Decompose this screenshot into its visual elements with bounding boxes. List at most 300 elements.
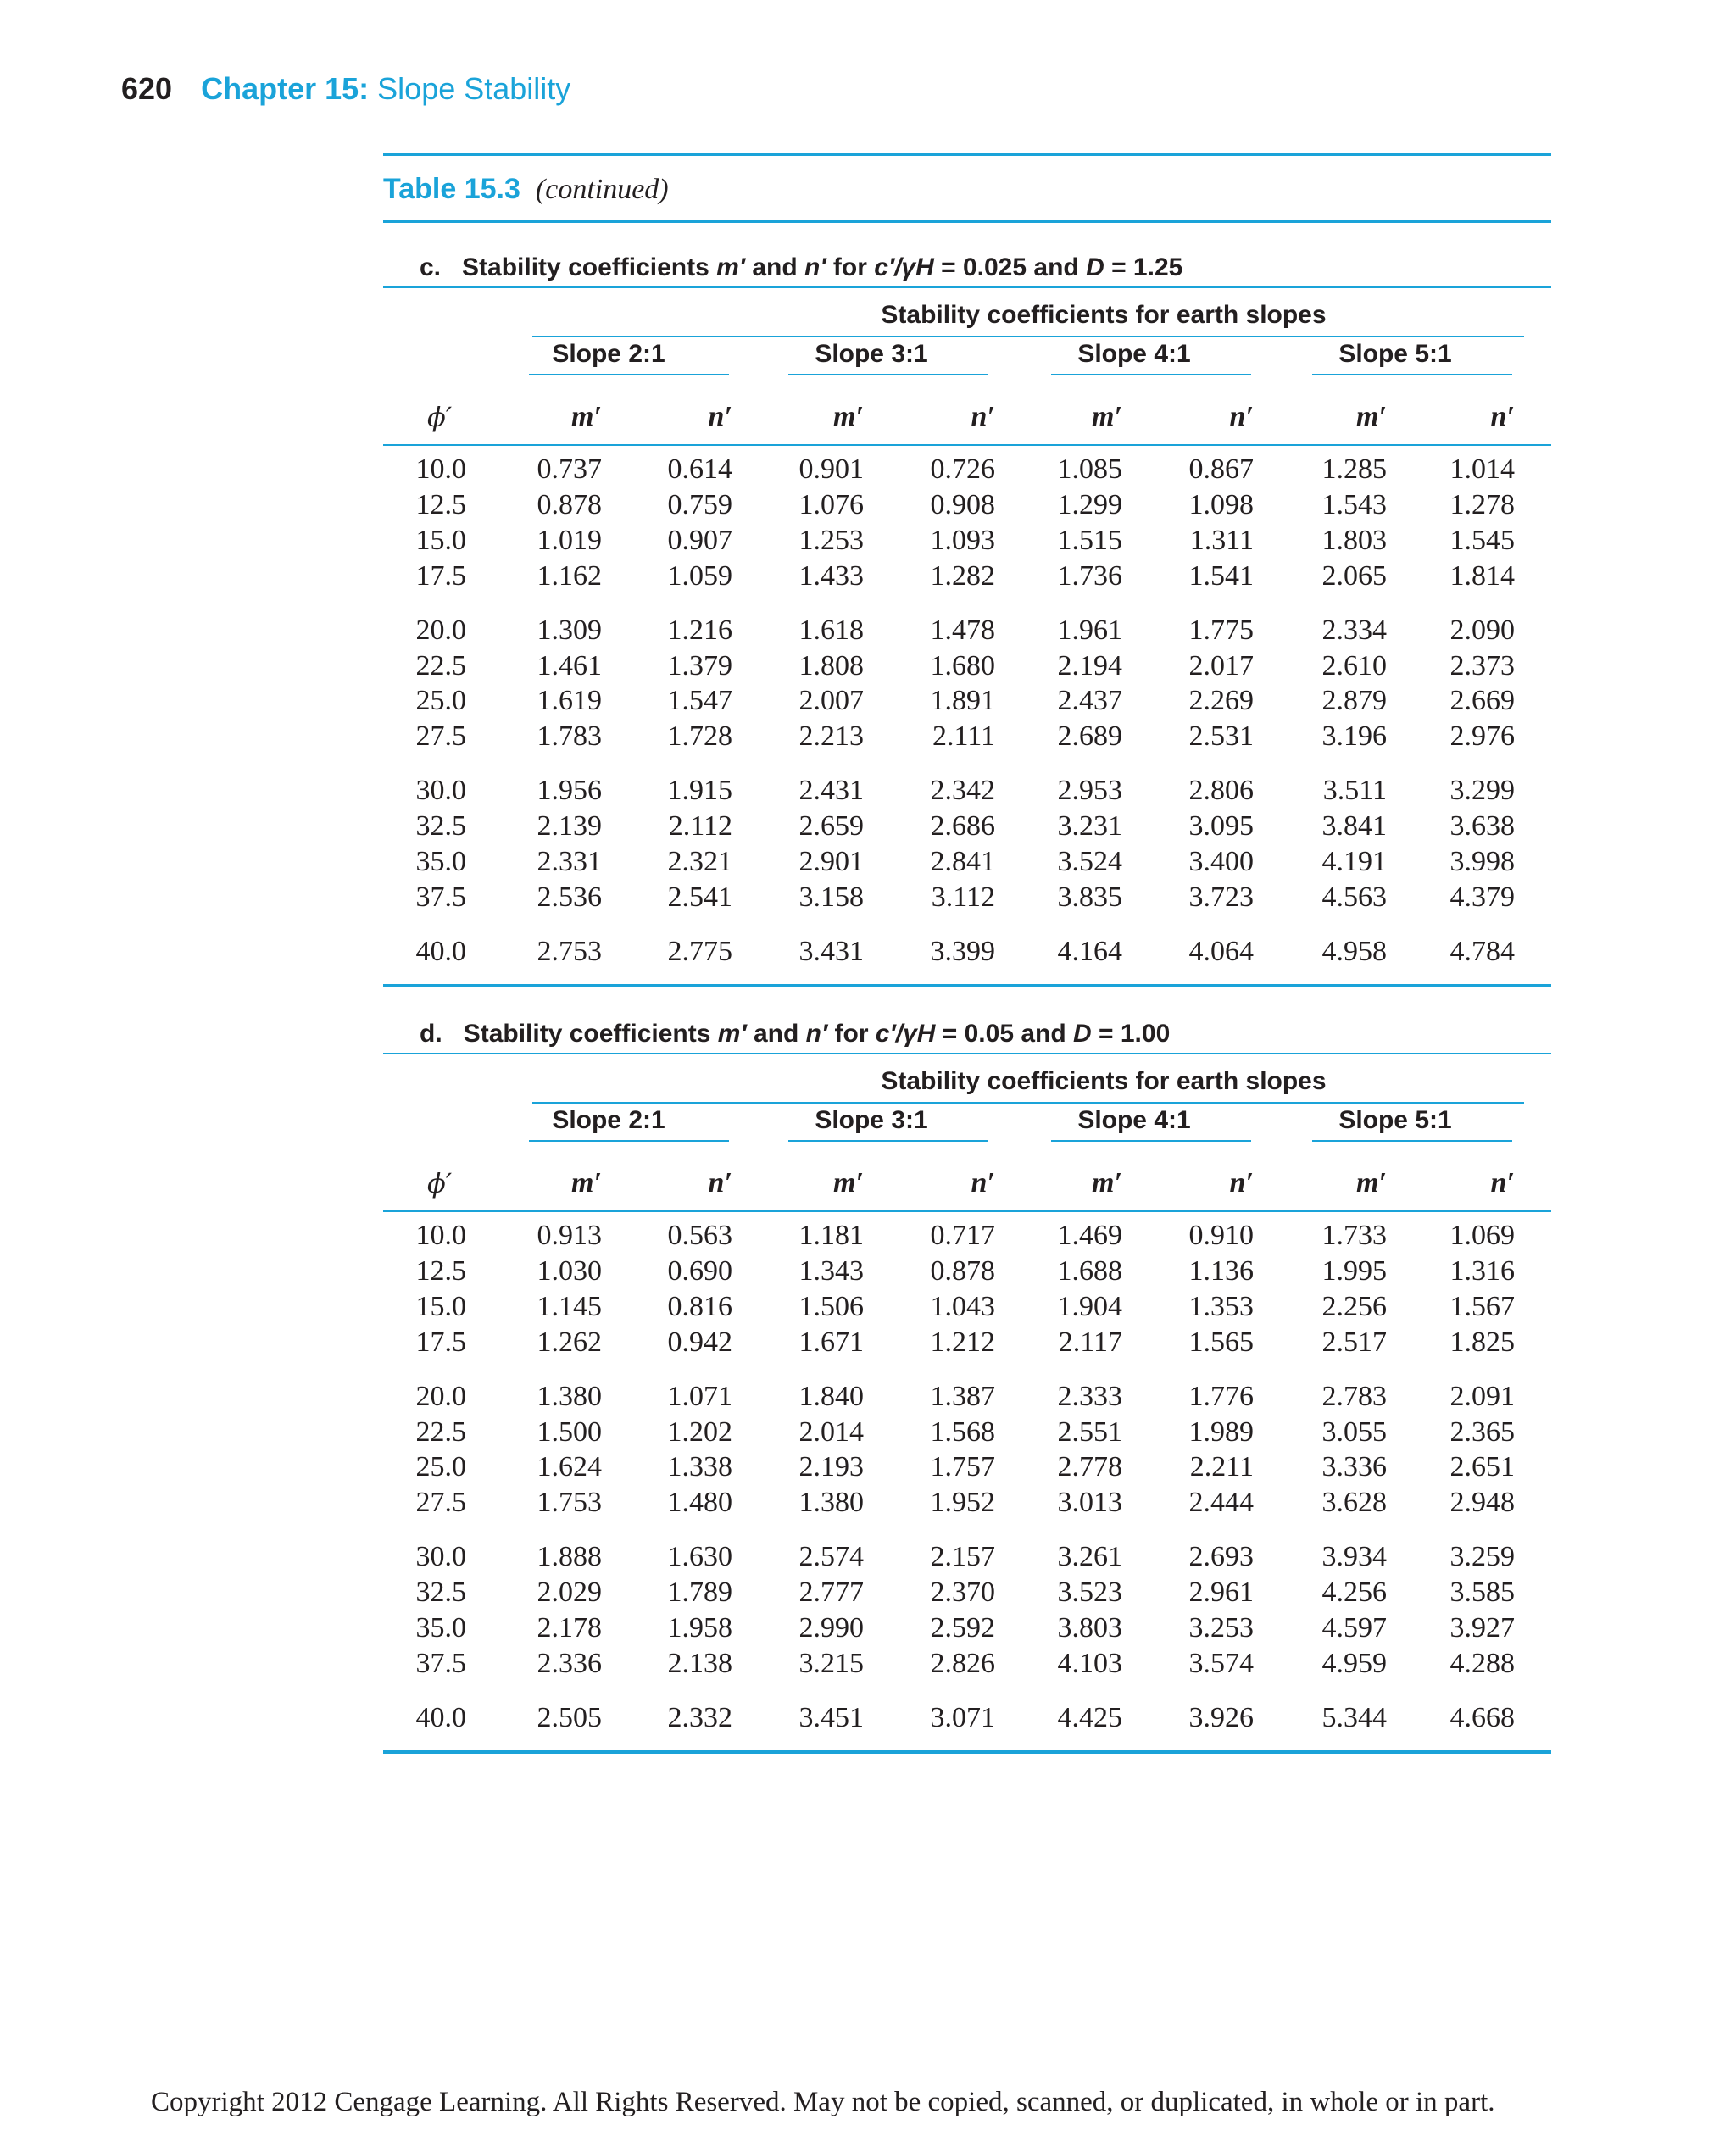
m-value-cell: 2.777: [798, 1577, 864, 1609]
n-value-cell: 1.014: [1449, 453, 1515, 485]
n-value-cell: 2.826: [930, 1647, 995, 1679]
section-d-group-title: Stability coefficients for earth slopes: [881, 1067, 1327, 1095]
m-value-cell: 3.451: [798, 1701, 864, 1733]
m-value-cell: 1.380: [798, 1487, 864, 1519]
m-value-cell: 2.437: [1057, 685, 1122, 717]
n-value-cell: 2.948: [1449, 1487, 1515, 1519]
n-value-cell: 1.814: [1449, 559, 1515, 592]
m-value-cell: 3.261: [1057, 1541, 1122, 1573]
phi-value-cell: 20.0: [415, 1380, 466, 1412]
phi-value-cell: 40.0: [415, 935, 466, 967]
m-value-cell: 1.840: [798, 1380, 864, 1412]
section-d-condition: = 0.05 and: [935, 1020, 1074, 1048]
phi-value-cell: 17.5: [415, 1326, 466, 1358]
n-value-cell: 3.095: [1188, 810, 1254, 843]
n-value-cell: 1.789: [667, 1577, 732, 1609]
n-value-cell: 2.961: [1188, 1577, 1254, 1609]
m-value-cell: 3.835: [1057, 881, 1122, 913]
section-c-m-header-4-1: m′: [1091, 401, 1122, 432]
m-value-cell: 1.030: [537, 1254, 602, 1287]
n-value-cell: 1.353: [1188, 1290, 1254, 1322]
m-value-cell: 1.736: [1057, 559, 1122, 592]
m-value-cell: 4.164: [1057, 935, 1122, 967]
section-c-slope-3-1: Slope 3:1: [815, 340, 928, 368]
m-value-cell: 1.515: [1057, 524, 1122, 556]
m-value-cell: 1.253: [798, 524, 864, 556]
n-value-cell: 1.212: [930, 1326, 995, 1358]
phi-value-cell: 37.5: [415, 881, 466, 913]
n-value-cell: 0.717: [930, 1220, 995, 1251]
caption-bottom-rule: [383, 220, 1551, 223]
phi-value-cell: 15.0: [415, 1290, 466, 1322]
n-value-cell: 1.775: [1188, 614, 1254, 646]
m-value-cell: 1.619: [537, 685, 602, 717]
n-value-cell: 0.759: [667, 488, 732, 520]
n-value-cell: 4.288: [1449, 1647, 1515, 1679]
m-value-cell: 1.500: [537, 1416, 602, 1448]
m-value-cell: 2.334: [1321, 614, 1387, 646]
section-c-group-rule: [532, 336, 1524, 337]
n-value-cell: 1.825: [1449, 1326, 1515, 1358]
n-value-cell: 2.157: [930, 1541, 995, 1573]
m-value-cell: 2.536: [537, 881, 602, 913]
m-value-cell: 0.737: [537, 453, 602, 485]
n-value-cell: 1.776: [1188, 1380, 1254, 1412]
m-value-cell: 2.517: [1321, 1326, 1387, 1358]
m-value-cell: 4.959: [1321, 1647, 1387, 1679]
n-value-cell: 3.585: [1449, 1577, 1515, 1609]
section-c-n-header-3-1: n′: [971, 401, 995, 432]
phi-value-cell: 32.5: [415, 1577, 466, 1609]
m-value-cell: 2.574: [798, 1541, 864, 1573]
n-value-cell: 0.907: [667, 524, 732, 556]
n-value-cell: 2.269: [1188, 685, 1254, 717]
n-value-cell: 3.112: [931, 881, 995, 913]
section-d-n-header-4-1: n′: [1229, 1167, 1254, 1199]
m-value-cell: 1.285: [1321, 453, 1387, 485]
n-value-cell: 1.480: [667, 1487, 732, 1519]
m-value-cell: 2.336: [537, 1647, 602, 1679]
n-value-cell: 2.531: [1188, 720, 1254, 753]
m-value-cell: 3.231: [1057, 810, 1122, 843]
m-value-cell: 4.191: [1321, 846, 1387, 877]
section-c-slope-4-1: Slope 4:1: [1077, 340, 1191, 368]
m-value-cell: 0.901: [798, 453, 864, 485]
phi-value-cell: 20.0: [415, 614, 466, 646]
m-value-cell: 1.543: [1321, 488, 1387, 520]
n-value-cell: 1.059: [667, 559, 732, 592]
section-d-header-rule: [383, 1210, 1551, 1212]
section-d-for: for: [827, 1020, 876, 1048]
n-value-cell: 0.867: [1188, 453, 1254, 485]
section-c-for: for: [826, 253, 875, 281]
section-c-n-header-2-1: n′: [708, 401, 732, 432]
section-c-phi-header: ϕ′: [427, 401, 453, 433]
n-value-cell: 3.638: [1449, 810, 1515, 843]
n-value-cell: 4.668: [1449, 1701, 1515, 1733]
n-value-cell: 2.373: [1449, 649, 1515, 681]
n-value-cell: 2.693: [1188, 1541, 1254, 1573]
n-value-cell: 2.365: [1449, 1416, 1515, 1448]
n-value-cell: 4.784: [1449, 935, 1515, 967]
caption-top-rule: [383, 153, 1551, 156]
m-value-cell: 2.689: [1057, 720, 1122, 753]
m-value-cell: 3.524: [1057, 846, 1122, 877]
m-value-cell: 2.194: [1057, 649, 1122, 681]
m-value-cell: 1.085: [1057, 453, 1122, 485]
section-c-title-text: Stability coefficients: [462, 253, 717, 281]
n-value-cell: 3.998: [1449, 846, 1515, 877]
n-value-cell: 3.723: [1188, 881, 1254, 913]
n-value-cell: 1.093: [930, 524, 995, 556]
n-value-cell: 1.216: [667, 614, 732, 646]
n-value-cell: 3.299: [1449, 775, 1515, 807]
m-value-cell: 2.953: [1057, 775, 1122, 807]
m-value-cell: 2.014: [798, 1416, 864, 1448]
n-value-cell: 0.816: [667, 1290, 732, 1322]
section-d-d-value: = 1.00: [1091, 1020, 1171, 1048]
n-value-cell: 0.878: [930, 1254, 995, 1287]
phi-value-cell: 15.0: [415, 524, 466, 556]
n-value-cell: 1.630: [667, 1541, 732, 1573]
n-value-cell: 1.136: [1188, 1254, 1254, 1287]
m-value-cell: 1.262: [537, 1326, 602, 1358]
phi-value-cell: 27.5: [415, 720, 466, 753]
n-value-cell: 1.568: [930, 1416, 995, 1448]
m-value-cell: 3.215: [798, 1647, 864, 1679]
section-d-and: and: [746, 1020, 806, 1048]
section-d-slope-2-1-rule: [529, 1140, 729, 1142]
phi-value-cell: 30.0: [415, 775, 466, 807]
m-value-cell: 4.256: [1321, 1577, 1387, 1609]
section-c-letter: c.: [420, 253, 442, 281]
table-section-c: [383, 250, 1551, 996]
m-value-cell: 1.380: [537, 1380, 602, 1412]
n-value-cell: 4.379: [1449, 881, 1515, 913]
m-value-cell: 1.753: [537, 1487, 602, 1519]
section-c-n-symbol: n′: [804, 253, 826, 281]
m-value-cell: 1.624: [537, 1451, 602, 1483]
m-value-cell: 3.431: [798, 935, 864, 967]
n-value-cell: 1.338: [667, 1451, 732, 1483]
m-value-cell: 3.013: [1057, 1487, 1122, 1519]
m-value-cell: 1.076: [798, 488, 864, 520]
m-value-cell: 1.961: [1057, 614, 1122, 646]
m-value-cell: 1.803: [1321, 524, 1387, 556]
section-d-phi-header: ϕ′: [427, 1167, 453, 1199]
m-value-cell: 3.336: [1321, 1451, 1387, 1483]
n-value-cell: 3.926: [1188, 1701, 1254, 1733]
m-value-cell: 4.563: [1321, 881, 1387, 913]
table-section-d: [383, 1016, 1551, 1762]
n-value-cell: 3.071: [930, 1701, 995, 1733]
n-value-cell: 0.726: [930, 453, 995, 485]
m-value-cell: 2.029: [537, 1577, 602, 1609]
m-value-cell: 2.193: [798, 1451, 864, 1483]
n-value-cell: 2.091: [1449, 1380, 1515, 1412]
section-d-slope-3-1: Slope 3:1: [815, 1106, 928, 1134]
n-value-cell: 2.651: [1449, 1451, 1515, 1483]
phi-value-cell: 35.0: [415, 846, 466, 877]
m-value-cell: 1.956: [537, 775, 602, 807]
section-c-slope-2-1-rule: [529, 374, 729, 375]
m-value-cell: 1.309: [537, 614, 602, 646]
m-value-cell: 1.145: [537, 1290, 602, 1322]
section-c-group-title: Stability coefficients for earth slopes: [881, 301, 1327, 329]
n-value-cell: 3.399: [930, 935, 995, 967]
n-value-cell: 2.592: [930, 1612, 995, 1644]
m-value-cell: 1.618: [798, 614, 864, 646]
m-value-cell: 2.117: [1058, 1326, 1122, 1358]
n-value-cell: 2.806: [1188, 775, 1254, 807]
section-c-bottom-rule: [383, 984, 1551, 987]
section-d-d-symbol: D: [1073, 1020, 1092, 1048]
m-value-cell: 2.659: [798, 810, 864, 843]
phi-value-cell: 12.5: [415, 1254, 466, 1287]
m-value-cell: 3.628: [1321, 1487, 1387, 1519]
section-d-slope-3-1-rule: [788, 1140, 988, 1142]
n-value-cell: 1.043: [930, 1290, 995, 1322]
section-c-slope-5-1-rule: [1312, 374, 1512, 375]
section-d-letter: d.: [420, 1020, 442, 1048]
section-c-and: and: [745, 253, 805, 281]
m-value-cell: 0.913: [537, 1220, 602, 1251]
n-value-cell: 2.332: [667, 1701, 732, 1733]
m-value-cell: 3.196: [1321, 720, 1387, 753]
m-value-cell: 1.506: [798, 1290, 864, 1322]
n-value-cell: 2.444: [1188, 1487, 1254, 1519]
section-d-n-symbol: n′: [805, 1020, 828, 1048]
m-value-cell: 1.783: [537, 720, 602, 753]
section-d-title-text: Stability coefficients: [463, 1020, 718, 1048]
phi-value-cell: 37.5: [415, 1647, 466, 1679]
section-c-d-value: = 1.25: [1104, 253, 1183, 281]
section-d-group-rule: [532, 1102, 1524, 1104]
m-value-cell: 2.753: [537, 935, 602, 967]
n-value-cell: 1.547: [667, 685, 732, 717]
section-d-m-header-3-1: m′: [832, 1167, 864, 1199]
m-value-cell: 2.990: [798, 1612, 864, 1644]
n-value-cell: 4.064: [1188, 935, 1254, 967]
n-value-cell: 3.259: [1449, 1541, 1515, 1573]
n-value-cell: 1.071: [667, 1380, 732, 1412]
n-value-cell: 3.574: [1188, 1647, 1254, 1679]
m-value-cell: 0.878: [537, 488, 602, 520]
n-value-cell: 1.757: [930, 1451, 995, 1483]
m-value-cell: 1.433: [798, 559, 864, 592]
table-subtitle: (continued): [535, 174, 669, 205]
n-value-cell: 3.400: [1188, 846, 1254, 877]
m-value-cell: 3.934: [1321, 1541, 1387, 1573]
n-value-cell: 1.680: [930, 649, 995, 681]
m-value-cell: 4.958: [1321, 935, 1387, 967]
m-value-cell: 2.783: [1321, 1380, 1387, 1412]
m-value-cell: 1.299: [1057, 488, 1122, 520]
section-c-n-header-5-1: n′: [1490, 401, 1515, 432]
n-value-cell: 2.370: [930, 1577, 995, 1609]
n-value-cell: 2.841: [930, 846, 995, 877]
section-d-ratio: c′/γH: [875, 1020, 936, 1048]
phi-value-cell: 17.5: [415, 559, 466, 592]
phi-value-cell: 30.0: [415, 1541, 466, 1573]
m-value-cell: 1.808: [798, 649, 864, 681]
page-number: 620: [121, 71, 173, 106]
chapter-label: Chapter 15:: [201, 71, 370, 106]
n-value-cell: 1.565: [1188, 1326, 1254, 1358]
n-value-cell: 2.111: [932, 720, 995, 753]
m-value-cell: 3.158: [798, 881, 864, 913]
section-d-slope-4-1: Slope 4:1: [1077, 1106, 1191, 1134]
section-c-title-rule: [383, 286, 1551, 288]
m-value-cell: 2.505: [537, 1701, 602, 1733]
m-value-cell: 2.007: [798, 685, 864, 717]
m-value-cell: 5.344: [1321, 1701, 1387, 1733]
n-value-cell: 1.541: [1188, 559, 1254, 592]
copyright-notice: Copyright 2012 Cengage Learning. All Rights Reserved. May not be copied, scanned, or duplicated, in whole or in part.: [151, 2087, 1495, 2117]
phi-value-cell: 10.0: [415, 453, 466, 485]
section-c-ratio: c′/γH: [874, 253, 934, 281]
m-value-cell: 4.425: [1057, 1701, 1122, 1733]
phi-value-cell: 32.5: [415, 810, 466, 843]
n-value-cell: 1.915: [667, 775, 732, 807]
m-value-cell: 1.688: [1057, 1254, 1122, 1287]
section-d-title-rule: [383, 1053, 1551, 1054]
section-c-title: [420, 253, 1182, 282]
m-value-cell: 2.610: [1321, 649, 1387, 681]
phi-value-cell: 12.5: [415, 488, 466, 520]
section-c-n-header-4-1: n′: [1229, 401, 1254, 432]
section-d-m-symbol: m′: [717, 1020, 747, 1048]
n-value-cell: 3.253: [1188, 1612, 1254, 1644]
m-value-cell: 2.256: [1321, 1290, 1387, 1322]
m-value-cell: 2.213: [798, 720, 864, 753]
section-c-m-symbol: m′: [716, 253, 745, 281]
section-d-title: [420, 1020, 1170, 1048]
n-value-cell: 1.728: [667, 720, 732, 753]
n-value-cell: 1.989: [1188, 1416, 1254, 1448]
m-value-cell: 2.331: [537, 846, 602, 877]
m-value-cell: 3.803: [1057, 1612, 1122, 1644]
section-c-m-header-3-1: m′: [832, 401, 864, 432]
section-c-m-header-2-1: m′: [570, 401, 602, 432]
m-value-cell: 2.901: [798, 846, 864, 877]
m-value-cell: 1.343: [798, 1254, 864, 1287]
n-value-cell: 1.202: [667, 1416, 732, 1448]
section-d-m-header-4-1: m′: [1091, 1167, 1122, 1199]
n-value-cell: 1.387: [930, 1380, 995, 1412]
m-value-cell: 1.671: [798, 1326, 864, 1358]
m-value-cell: 2.778: [1057, 1451, 1122, 1483]
n-value-cell: 2.211: [1189, 1451, 1254, 1483]
m-value-cell: 2.065: [1321, 559, 1387, 592]
n-value-cell: 2.541: [667, 881, 732, 913]
m-value-cell: 1.995: [1321, 1254, 1387, 1287]
m-value-cell: 2.178: [537, 1612, 602, 1644]
n-value-cell: 0.942: [667, 1326, 732, 1358]
chapter-title: Slope Stability: [377, 71, 571, 106]
section-c-condition: = 0.025 and: [933, 253, 1087, 281]
phi-value-cell: 10.0: [415, 1220, 466, 1251]
n-value-cell: 2.976: [1449, 720, 1515, 753]
section-d-n-header-5-1: n′: [1490, 1167, 1515, 1199]
section-d-m-header-2-1: m′: [570, 1167, 602, 1199]
section-c-d-symbol: D: [1086, 253, 1104, 281]
section-c-slope-3-1-rule: [788, 374, 988, 375]
m-value-cell: 3.511: [1322, 775, 1387, 807]
n-value-cell: 1.379: [667, 649, 732, 681]
m-value-cell: 1.469: [1057, 1220, 1122, 1251]
m-value-cell: 1.461: [537, 649, 602, 681]
n-value-cell: 1.952: [930, 1487, 995, 1519]
m-value-cell: 4.597: [1321, 1612, 1387, 1644]
n-value-cell: 3.927: [1449, 1612, 1515, 1644]
section-d-bottom-rule: [383, 1750, 1551, 1754]
section-d-slope-5-1-rule: [1312, 1140, 1512, 1142]
n-value-cell: 1.098: [1188, 488, 1254, 520]
section-d-slope-4-1-rule: [1051, 1140, 1251, 1142]
section-d-n-header-2-1: n′: [708, 1167, 732, 1199]
running-head: [121, 71, 570, 107]
n-value-cell: 1.478: [930, 614, 995, 646]
m-value-cell: 3.841: [1321, 810, 1387, 843]
m-value-cell: 1.181: [798, 1220, 864, 1251]
m-value-cell: 2.879: [1321, 685, 1387, 717]
table-caption: [383, 173, 669, 206]
n-value-cell: 1.069: [1449, 1220, 1515, 1251]
n-value-cell: 2.017: [1188, 649, 1254, 681]
phi-value-cell: 35.0: [415, 1612, 466, 1644]
phi-value-cell: 25.0: [415, 685, 466, 717]
n-value-cell: 0.614: [667, 453, 732, 485]
n-value-cell: 2.090: [1449, 614, 1515, 646]
n-value-cell: 1.545: [1449, 524, 1515, 556]
section-d-slope-5-1: Slope 5:1: [1338, 1106, 1452, 1134]
n-value-cell: 0.910: [1188, 1220, 1254, 1251]
section-d-n-header-3-1: n′: [971, 1167, 995, 1199]
phi-value-cell: 25.0: [415, 1451, 466, 1483]
n-value-cell: 2.138: [667, 1647, 732, 1679]
phi-value-cell: 27.5: [415, 1487, 466, 1519]
m-value-cell: 2.431: [798, 775, 864, 807]
n-value-cell: 2.112: [668, 810, 732, 843]
phi-value-cell: 22.5: [415, 1416, 466, 1448]
n-value-cell: 0.563: [667, 1220, 732, 1251]
m-value-cell: 1.733: [1321, 1220, 1387, 1251]
n-value-cell: 1.282: [930, 559, 995, 592]
section-d-slope-2-1: Slope 2:1: [552, 1106, 665, 1134]
n-value-cell: 1.278: [1449, 488, 1515, 520]
m-value-cell: 3.523: [1057, 1577, 1122, 1609]
section-c-slope-2-1: Slope 2:1: [552, 340, 665, 368]
m-value-cell: 2.551: [1057, 1416, 1122, 1448]
m-value-cell: 1.162: [537, 559, 602, 592]
m-value-cell: 1.019: [537, 524, 602, 556]
n-value-cell: 2.669: [1449, 685, 1515, 717]
n-value-cell: 2.686: [930, 810, 995, 843]
phi-value-cell: 40.0: [415, 1701, 466, 1733]
n-value-cell: 1.958: [667, 1612, 732, 1644]
section-c-m-header-5-1: m′: [1355, 401, 1387, 432]
n-value-cell: 1.316: [1449, 1254, 1515, 1287]
section-c-header-rule: [383, 444, 1551, 446]
section-c-slope-4-1-rule: [1051, 374, 1251, 375]
m-value-cell: 2.139: [537, 810, 602, 843]
n-value-cell: 1.891: [930, 685, 995, 717]
phi-value-cell: 22.5: [415, 649, 466, 681]
section-c-slope-5-1: Slope 5:1: [1338, 340, 1452, 368]
n-value-cell: 2.321: [667, 846, 732, 877]
m-value-cell: 2.333: [1057, 1380, 1122, 1412]
